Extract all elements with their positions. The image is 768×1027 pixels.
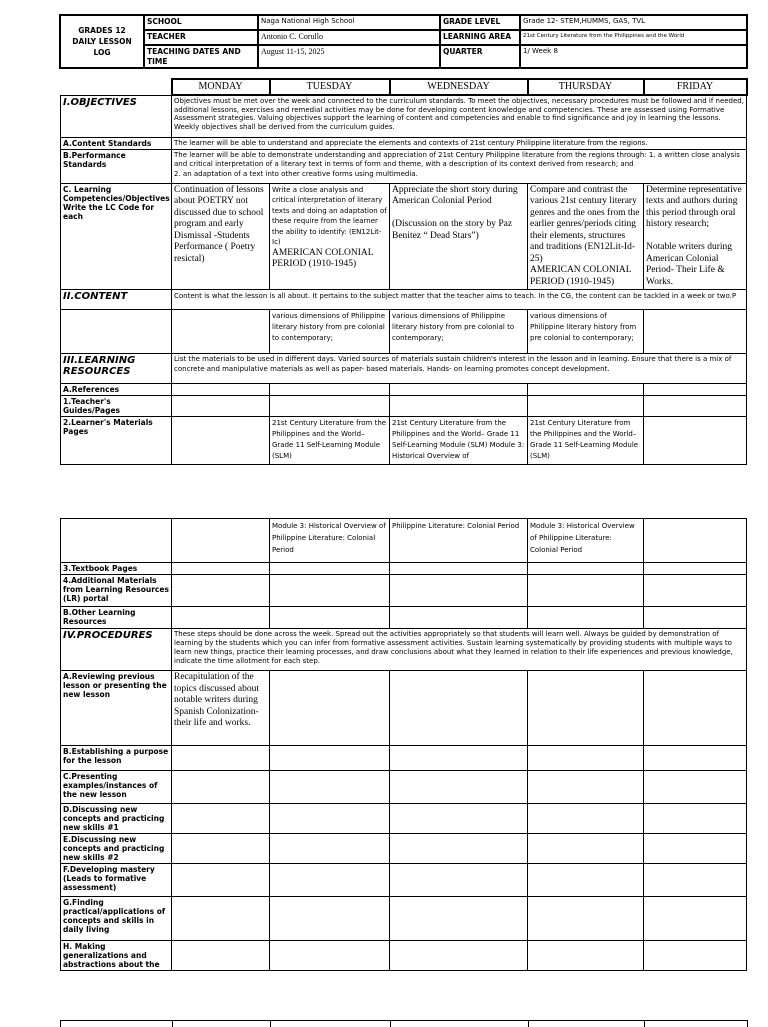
materials-cont-thursday: Module 3: Historical Overview of Philippine Literature: Colonial Period <box>528 519 644 563</box>
competency-tuesday <box>270 183 390 290</box>
step-a-label: A.Reviewing previous lesson or presenting the new lesson <box>61 671 172 746</box>
learners-materials-tuesday: 21st Century Literature from the Philippines and the World– Grade 11 Self-Learning Module (SLM) <box>270 417 390 465</box>
learning-area-value: 21st Century Literature from the Philippines and the World <box>520 30 747 45</box>
content-tuesday: various dimensions of Philippine literary history from pre colonial to contemporary; <box>270 310 390 354</box>
school-value: Naga National High School <box>258 15 440 30</box>
other-resources-label: B.Other Learning Resources <box>61 607 172 629</box>
day-wednesday: WEDNESDAY <box>390 79 528 95</box>
step-h-label: H. Making generalizations and abstractions about the <box>61 941 172 971</box>
lesson-log-header <box>59 14 748 69</box>
procedures-description: These steps should be done across the week. Spread out the activities appropriately so that students will learn well. Always be guided by demonstration of learning by the students which you can infer from formative assessment activities. Sustain learning systematically by providing students with multiple ways to learn new things, practice their learning processes, and draw conclusions about what they learned in relation to their life experiences and previous knowledge, indicate the time allotment for each step. <box>172 629 747 671</box>
day-friday: FRIDAY <box>644 79 747 95</box>
page-3-col-divider <box>644 1021 645 1027</box>
step-g-label: G.Finding practical/applications of concepts and skills in daily living <box>61 897 172 941</box>
materials-cont-tuesday: Module 3: Historical Overview of Philippine Literature: Colonial Period <box>270 519 390 563</box>
page-3-col-divider <box>270 1021 271 1027</box>
content-standards-text: The learner will be able to understand and appreciate the elements and contexts of 21st century Philippine literature from the regions. <box>172 137 747 149</box>
learning-resources-description: List the materials to be used in different days. Varied sources of materials sustain children's interest in the lesson and in learning. Ensure that there is a mix of concrete and manipulative materials as well as paper- based materials. Hands- on learning promotes concept development. <box>172 354 747 384</box>
competency-thursday: Compare and contrast the various 21st century literary genres and the ones from the earlier genres/periods citing their elements, structures and traditions (EN12Lit-Id-25) AMERICAN COLONIAL PERIOD (1910-1945) <box>528 183 644 290</box>
objectives-description: Objectives must be met over the week and connected to the curriculum standards. To meet the objectives, necessary procedures must be followed and if needed, additional lessons, exercises and remedial activities may be done for developing content knowledge and competencies. These are assessed using Formative Assessment strategies. Valuing objectives support the learning of content and competencies and enable to find significance and joy in learning the lessons. Weekly objectives shall be derived from the curriculum guides. <box>172 95 747 137</box>
objectives-title: I.OBJECTIVES <box>61 95 172 137</box>
grade-level-label: GRADE LEVEL <box>440 15 520 30</box>
learners-materials-thursday: 21st Century Literature from the Philippines and the World– Grade 11 Self-Learning Module (SLM) <box>528 417 644 465</box>
learning-resources-title: III.LEARNING RESOURCES <box>61 354 172 384</box>
lesson-plan-table-page-2 <box>60 518 747 971</box>
day-thursday: THURSDAY <box>528 79 644 95</box>
step-f-label: F.Developing mastery (Leads to formative assessment) <box>61 864 172 897</box>
competency-friday: Determine representative texts and authors during this period through oral history research; Notable writers during American Colonial Period- Their Life & Works. <box>644 183 747 290</box>
competency-tuesday-text: Write a close analysis and critical interpretation of literary texts and doing an adaptation of these require from the learner the ability to identify: (EN12Lit-Ic) <box>272 185 387 246</box>
dll-title: GRADES 12 DAILY LESSON LOG <box>60 15 144 68</box>
learners-materials-wednesday: 21st Century Literature from the Philippines and the World– Grade 11 Self-Learning Module (SLM) Module 3: Historical Overview of <box>390 417 528 465</box>
content-title: II.CONTENT <box>61 290 172 310</box>
grade-level-value: Grade 12- STEM,HUMMS, GAS, TVL <box>520 15 747 30</box>
learning-competencies-label: C. Learning Competencies/Objectives Write the LC Code for each <box>61 183 172 290</box>
teacher-value: Antonio C. Corullo <box>258 30 440 45</box>
school-label: SCHOOL <box>144 15 258 30</box>
day-tuesday: TUESDAY <box>270 79 390 95</box>
quarter-label: QUARTER <box>440 45 520 68</box>
learning-area-label: LEARNING AREA <box>440 30 520 45</box>
content-standards-label: A.Content Standards <box>61 137 172 149</box>
page-3-col-divider <box>172 1021 173 1027</box>
page-3-col-divider <box>390 1021 391 1027</box>
step-a-monday: Recapitulation of the topics discussed about notable writers during Spanish Colonization- their life and works. <box>172 671 270 746</box>
content-wednesday: various dimensions of Philippine literary history from pre colonial to contemporary; <box>390 310 528 354</box>
competency-tuesday-period: AMERICAN COLONIAL PERIOD (1910-1945) <box>272 247 374 269</box>
additional-materials-label: 4.Additional Materials from Learning Resources (LR) portal <box>61 575 172 607</box>
step-c-label: C.Presenting examples/instances of the new lesson <box>61 771 172 804</box>
page-3-col-divider <box>528 1021 529 1027</box>
competency-monday: Continuation of lessons about POETRY not discussed due to school program and early Dismissal -Students Performance ( Poetry resictal) <box>172 183 270 290</box>
performance-standards-text: The learner will be able to demonstrate understanding and appreciation of 21st Century Philippine literature from the regions through: 1. a written close analysis and critical interpretation of a literary text in terms of form and theme, with a description of its context derived from research; and 2. an adaptation of a text into other creative forms using multimedia. <box>172 149 747 183</box>
step-d-label: D.Discussing new concepts and practicing new skills #1 <box>61 804 172 834</box>
quarter-value: 1/ Week 8 <box>520 45 747 68</box>
performance-standards-label: B.Performance Standards <box>61 149 172 183</box>
materials-cont-wednesday: Philippine Literature: Colonial Period <box>390 519 528 563</box>
step-b-label: B.Establishing a purpose for the lesson <box>61 746 172 771</box>
content-thursday: various dimensions of Philippine literary history from pre colonial to contemporary; <box>528 310 644 354</box>
teacher-label: TEACHER <box>144 30 258 45</box>
teachers-guides-label: 1.Teacher's Guides/Pages <box>61 396 172 417</box>
teaching-dates-label: TEACHING DATES AND TIME <box>144 45 258 68</box>
day-monday: MONDAY <box>172 79 270 95</box>
lesson-plan-table-page-1 <box>60 78 748 465</box>
competency-wednesday: Appreciate the short story during American Colonial Period (Discussion on the story by Paz Benitez “ Dead Stars”) <box>390 183 528 290</box>
references-label: A.References <box>61 384 172 396</box>
content-description: Content is what the lesson is all about. It pertains to the subject matter that the teacher aims to teach. In the CG, the content can be tackled in a week or two.P <box>172 290 747 310</box>
textbook-pages-label: 3.Textbook Pages <box>61 563 172 575</box>
learners-materials-label: 2.Learner's Materials Pages <box>61 417 172 465</box>
teaching-dates-value: August 11-15, 2025 <box>258 45 440 68</box>
step-e-label: E.Discussing new concepts and practicing new skills #2 <box>61 834 172 864</box>
procedures-title: IV.PROCEDURES <box>61 629 172 671</box>
